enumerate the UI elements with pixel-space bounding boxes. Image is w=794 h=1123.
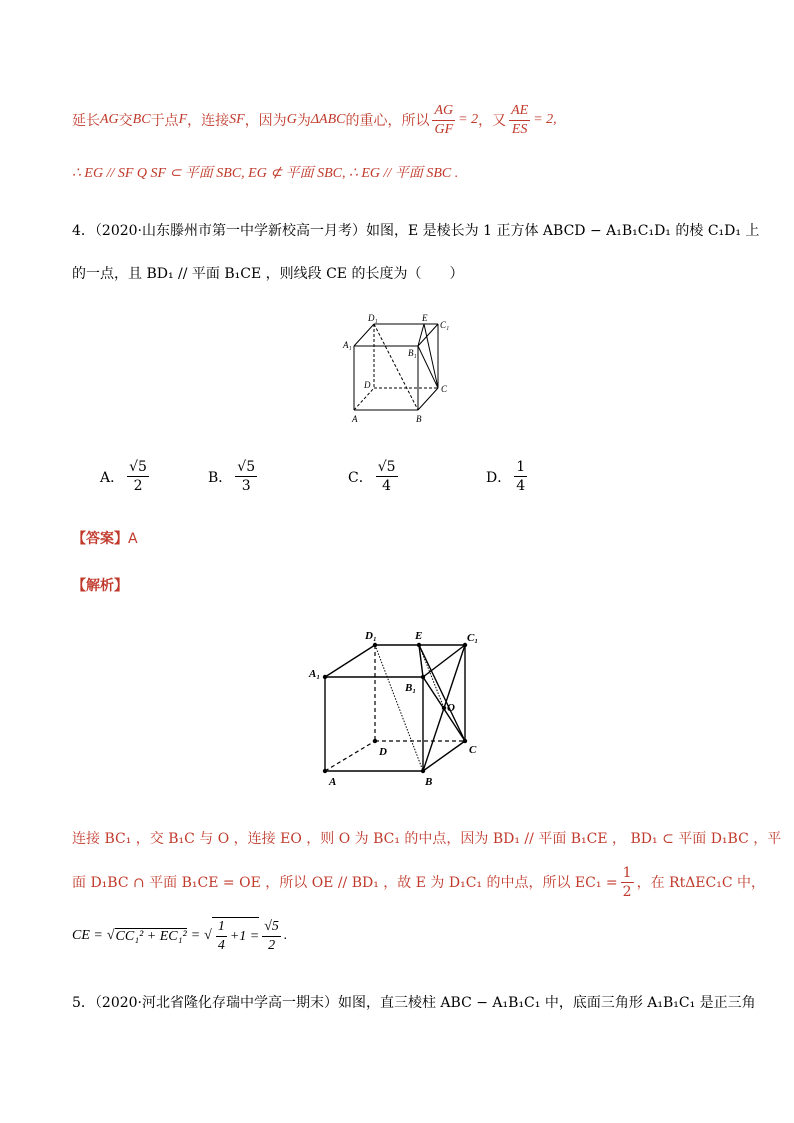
answer-value: A: [128, 531, 138, 547]
label-a: A: [329, 776, 337, 788]
label-a: A: [352, 414, 358, 424]
option-fraction: [514, 458, 527, 495]
fraction-ae-es: [509, 102, 530, 139]
solution-line-2: ∴ EG // SF Q SF ⊂ 平面 SBC, EG ⊄ 平面 SBC, ∴ EG // 平面 SBC .: [72, 166, 459, 181]
label-b: B: [416, 414, 422, 424]
math-segment: ΔABC: [310, 112, 346, 127]
fraction-numerator: AE: [509, 102, 530, 121]
label-b1: B₁: [408, 348, 417, 358]
option-label: D．: [486, 469, 512, 486]
fraction-numerator: 1: [516, 459, 526, 475]
option-label: A．: [100, 469, 125, 486]
math-segment: = 2: [458, 112, 479, 127]
fraction-denominator: 4: [217, 938, 225, 953]
question-5-line-1: 5．（2020·河北省隆化存瑞中学高一期末）如图，直三棱柱 ABC − A₁B₁C₁ 中，底面三角形 A₁B₁C₁ 是正三角: [72, 995, 756, 1011]
explanation-line-2: [72, 862, 765, 902]
answer-label: 【答案】: [72, 531, 128, 547]
explanation-line-3: CE = √ CC₁² + EC₁² = √ $\frac{1}{4}$ +1 = $\frac{√5}{2}$ .: [72, 918, 288, 953]
fraction-ag-gf: [432, 102, 455, 139]
label-o: O: [447, 702, 455, 714]
math-segment: .: [283, 928, 288, 943]
text-segment: 的重心，所以: [345, 113, 430, 129]
option-c[interactable]: [348, 458, 401, 495]
fraction-denominator: ES: [511, 121, 528, 137]
option-fraction: [376, 458, 398, 495]
analysis-label: 【解析】: [72, 578, 128, 594]
fraction-denominator: 4: [382, 478, 392, 494]
text-segment: 交: [118, 113, 133, 129]
fraction-denominator: 2: [133, 478, 143, 494]
option-b[interactable]: [208, 458, 260, 495]
math-segment: AG: [100, 112, 119, 127]
fraction-numerator: √5: [237, 459, 256, 475]
label-c: C: [441, 384, 448, 394]
fraction-half: [621, 864, 634, 901]
label-b1: B₁: [405, 682, 417, 694]
text-segment: ，因为: [244, 113, 287, 129]
fraction-denominator: 2: [268, 937, 276, 953]
math-segment: SF: [229, 112, 245, 127]
fraction-denominator: GF: [434, 121, 454, 137]
question-4-line-2: 的一点，且 BD₁ // 平面 B₁CE ，则线段 CE 的长度为（ ）: [72, 266, 464, 282]
text-segment: 面 D₁BC ∩ 平面 B₁CE = OE ，所以 OE // BD₁ ，故 E 为 D₁C₁ 的中点，所以 EC₁ =: [72, 875, 618, 891]
fraction-quarter: [216, 918, 227, 955]
option-label: B．: [208, 469, 233, 486]
option-label: C．: [348, 469, 373, 486]
cube-figure-small: [340, 308, 460, 428]
option-a[interactable]: [100, 458, 152, 495]
option-d[interactable]: [486, 458, 530, 495]
label-e: E: [415, 630, 423, 642]
fraction-denominator: 4: [516, 478, 526, 494]
question-4-line-1: 4．（2020·山东滕州市第一中学新校高一月考）如图，E 是棱长为 1 正方体 ABCD − A₁B₁C₁D₁ 的棱 C₁D₁ 上: [72, 223, 760, 239]
text-segment: 为: [296, 113, 311, 129]
text-segment: 延长: [72, 113, 100, 129]
math-segment: G: [286, 112, 297, 127]
sqrt-radicand-2: [212, 917, 259, 955]
math-segment: CE =: [72, 928, 103, 943]
label-d: D: [364, 380, 371, 390]
text-segment: ，连接: [187, 113, 230, 129]
math-segment: +1 =: [229, 928, 260, 944]
fraction-result: [262, 918, 281, 955]
text-segment: 于点: [150, 113, 179, 129]
fraction-numerator: 1: [622, 864, 632, 881]
math-segment: = 2,: [533, 112, 557, 127]
text-segment: ，又: [478, 113, 507, 129]
label-c1: C₁: [440, 320, 450, 330]
fraction-denominator: 3: [241, 478, 251, 494]
math-segment: BC: [132, 112, 151, 127]
option-fraction: [127, 458, 149, 495]
label-d: D: [379, 746, 387, 758]
math-segment: =: [190, 928, 201, 943]
fraction-numerator: √5: [377, 459, 396, 475]
label-d1: D₁: [368, 313, 378, 323]
fraction-numerator: √5: [262, 918, 281, 937]
answer-line: [72, 528, 138, 548]
label-c1: C₁: [467, 632, 479, 644]
label-a1: A₁: [309, 668, 321, 680]
label-a1: A₁: [343, 340, 352, 350]
fraction-numerator: AG: [432, 102, 455, 121]
fraction-denominator: 2: [622, 883, 632, 900]
label-e: E: [422, 313, 428, 323]
solution-line-1: [72, 100, 557, 140]
label-d1: D₁: [365, 630, 377, 642]
cube-figure-large: [305, 625, 505, 795]
label-c: C: [469, 744, 477, 756]
option-fraction: [235, 458, 257, 495]
math-segment: F: [178, 112, 188, 127]
sqrt-radicand: CC₁² + EC₁²: [115, 928, 187, 944]
label-b: B: [425, 776, 433, 788]
explanation-line-1: 连接 BC₁ ，交 B₁C 与 O ，连接 EO ，则 O 为 BC₁ 的中点，因为 BD₁ // 平面 B₁CE ， BD₁ ⊂ 平面 D₁BC ，平: [72, 831, 782, 847]
text-segment: ，在 RtΔEC₁C 中，: [636, 875, 766, 891]
fraction-numerator: √5: [129, 459, 147, 475]
fraction-numerator: 1: [216, 918, 227, 937]
